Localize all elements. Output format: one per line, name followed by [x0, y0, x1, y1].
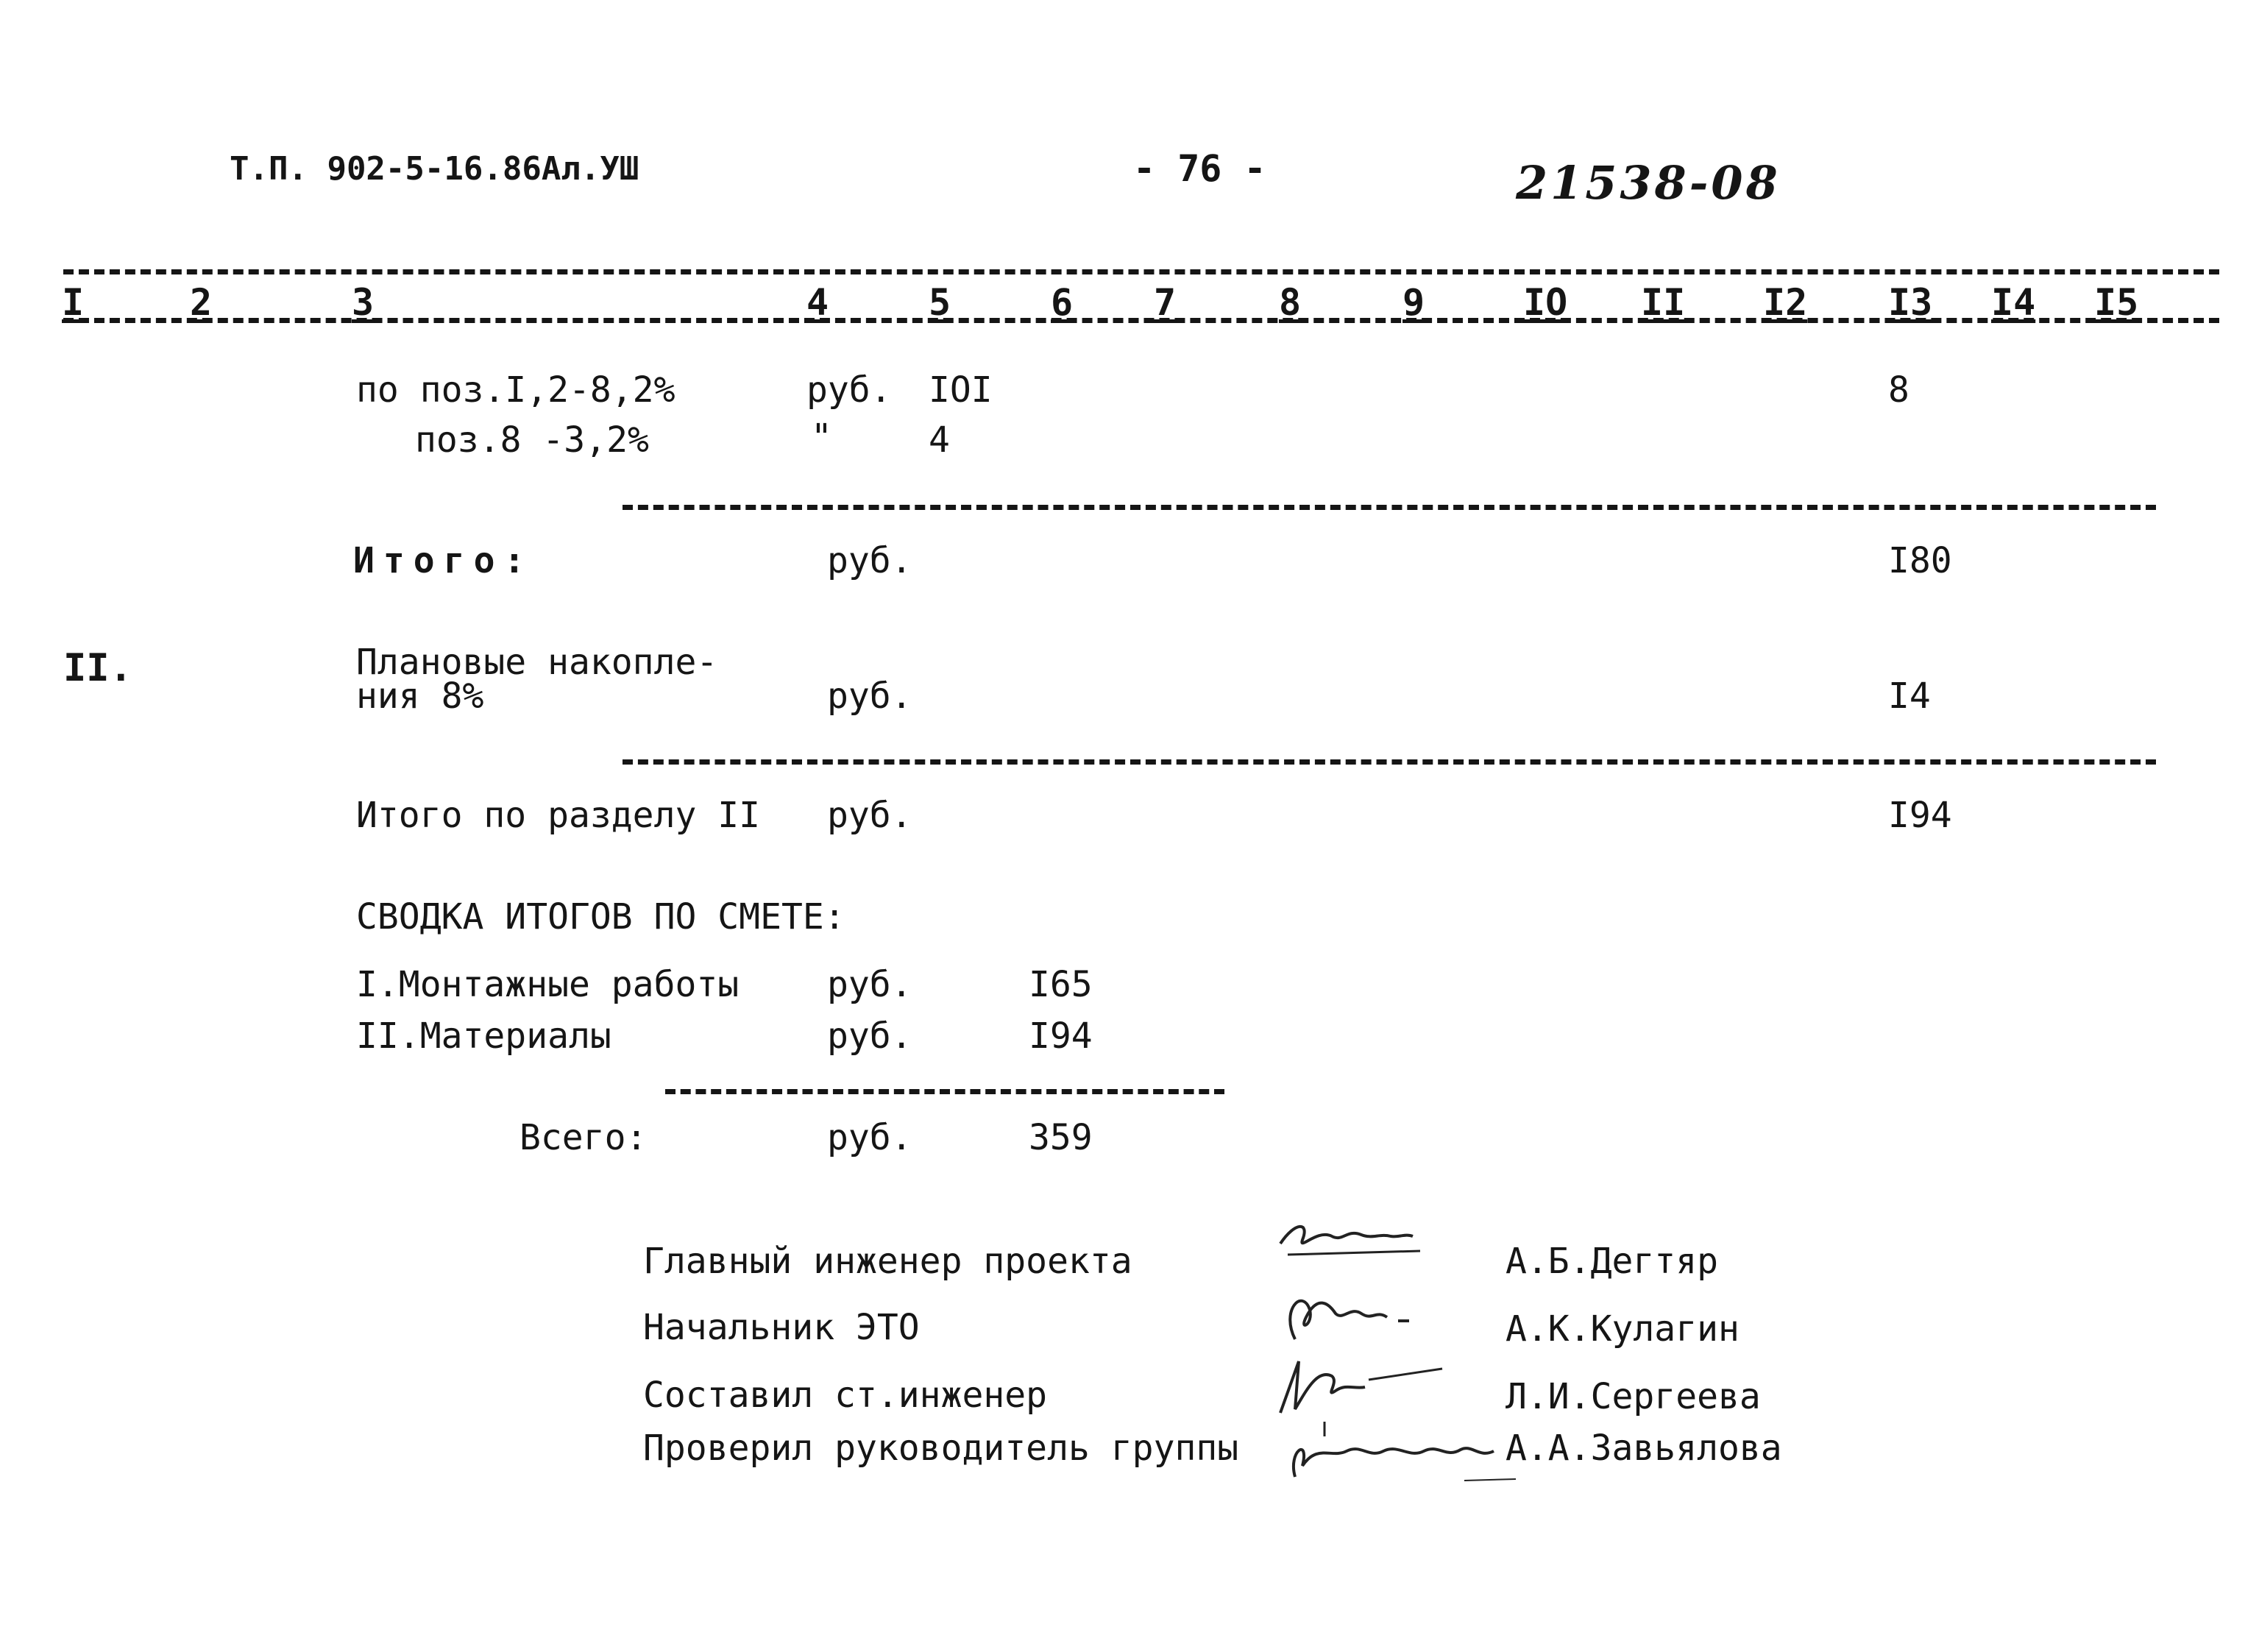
column-number-14: I4 — [1991, 281, 2036, 324]
summary-item-unit: руб. — [827, 964, 912, 1005]
signature-role: Начальник ЭТО — [643, 1307, 920, 1348]
summary-total-rule — [665, 1089, 1224, 1094]
column-number-10: IO — [1523, 281, 1568, 324]
column-number-5: 5 — [929, 281, 951, 324]
summary-item-label: II.Материалы — [356, 1015, 611, 1057]
grand-total-value: 359 — [1029, 1117, 1093, 1158]
section-total-unit: руб. — [827, 795, 912, 836]
column-number-12: I2 — [1763, 281, 1808, 324]
signature-scribble-checker — [1280, 1407, 1531, 1488]
top-rule — [63, 269, 2219, 274]
summary-item-value: I65 — [1029, 964, 1093, 1005]
archive-stamp-number: 21538-08 — [1516, 156, 1781, 210]
planned-label-line2: ния 8% — [356, 676, 484, 717]
column-number-3: 3 — [352, 281, 375, 324]
subtotal-rule — [623, 505, 2156, 510]
signature-scribble-chief-engineer — [1273, 1207, 1435, 1266]
row-pos-1-col5: IOI — [929, 369, 993, 411]
row-pos-1-unit: руб. — [806, 369, 892, 411]
signature-name: Л.И.Сергеева — [1506, 1376, 1761, 1417]
grand-total-label: Всего: — [519, 1117, 648, 1158]
signature-name: А.К.Кулагин — [1506, 1308, 1740, 1350]
planned-unit: руб. — [827, 676, 912, 717]
summary-item-value: I94 — [1029, 1015, 1093, 1057]
section-number-ii: II. — [63, 646, 132, 690]
signature-name: А.Б.Дегтяр — [1506, 1241, 1718, 1282]
planned-col13: I4 — [1888, 676, 1931, 717]
row-pos-1-col13: 8 — [1888, 369, 1909, 411]
itogo-col13: I80 — [1888, 540, 1952, 581]
summary-title: СВОДКА ИТОГОВ ПО СМЕТЕ: — [356, 896, 845, 937]
planned-label-line1: Плановые накопле- — [356, 642, 718, 683]
itogo-unit: руб. — [827, 540, 912, 581]
signature-role: Проверил руководитель группы — [643, 1428, 1239, 1469]
column-number-11: II — [1641, 281, 1686, 324]
signature-role: Главный инженер проекта — [643, 1241, 1132, 1282]
row-pos-8-col5: 4 — [929, 419, 950, 461]
summary-item-label: I.Монтажные работы — [356, 964, 740, 1005]
section-total-label: Итого по разделу II — [356, 795, 761, 836]
column-number-13: I3 — [1888, 281, 1933, 324]
column-number-7: 7 — [1154, 281, 1177, 324]
column-number-15: I5 — [2094, 281, 2139, 324]
column-number-2: 2 — [190, 281, 213, 324]
page-number: - 76 - — [1133, 147, 1266, 190]
column-number-4: 4 — [806, 281, 829, 324]
row-pos-8-label: поз.8 -3,2% — [415, 419, 649, 461]
section-total-col13: I94 — [1888, 795, 1952, 836]
signature-name: А.А.Завьялова — [1506, 1428, 1782, 1469]
column-number-1: I — [62, 281, 85, 324]
signature-role: Составил ст.инженер — [643, 1375, 1048, 1416]
column-number-8: 8 — [1279, 281, 1302, 324]
row-pos-8-unit: " — [811, 416, 832, 458]
row-pos-1-label: по поз.I,2-8,2% — [356, 369, 675, 411]
section-total-rule — [623, 759, 2156, 765]
summary-item-unit: руб. — [827, 1015, 912, 1057]
document-code: Т.П. 902-5-16.86Ал.УШ — [230, 150, 639, 188]
signature-scribble-head-eto — [1266, 1280, 1435, 1347]
column-number-9: 9 — [1402, 281, 1425, 324]
itogo-label: Итого: — [353, 540, 534, 581]
grand-total-unit: руб. — [827, 1117, 912, 1158]
column-number-6: 6 — [1051, 281, 1074, 324]
